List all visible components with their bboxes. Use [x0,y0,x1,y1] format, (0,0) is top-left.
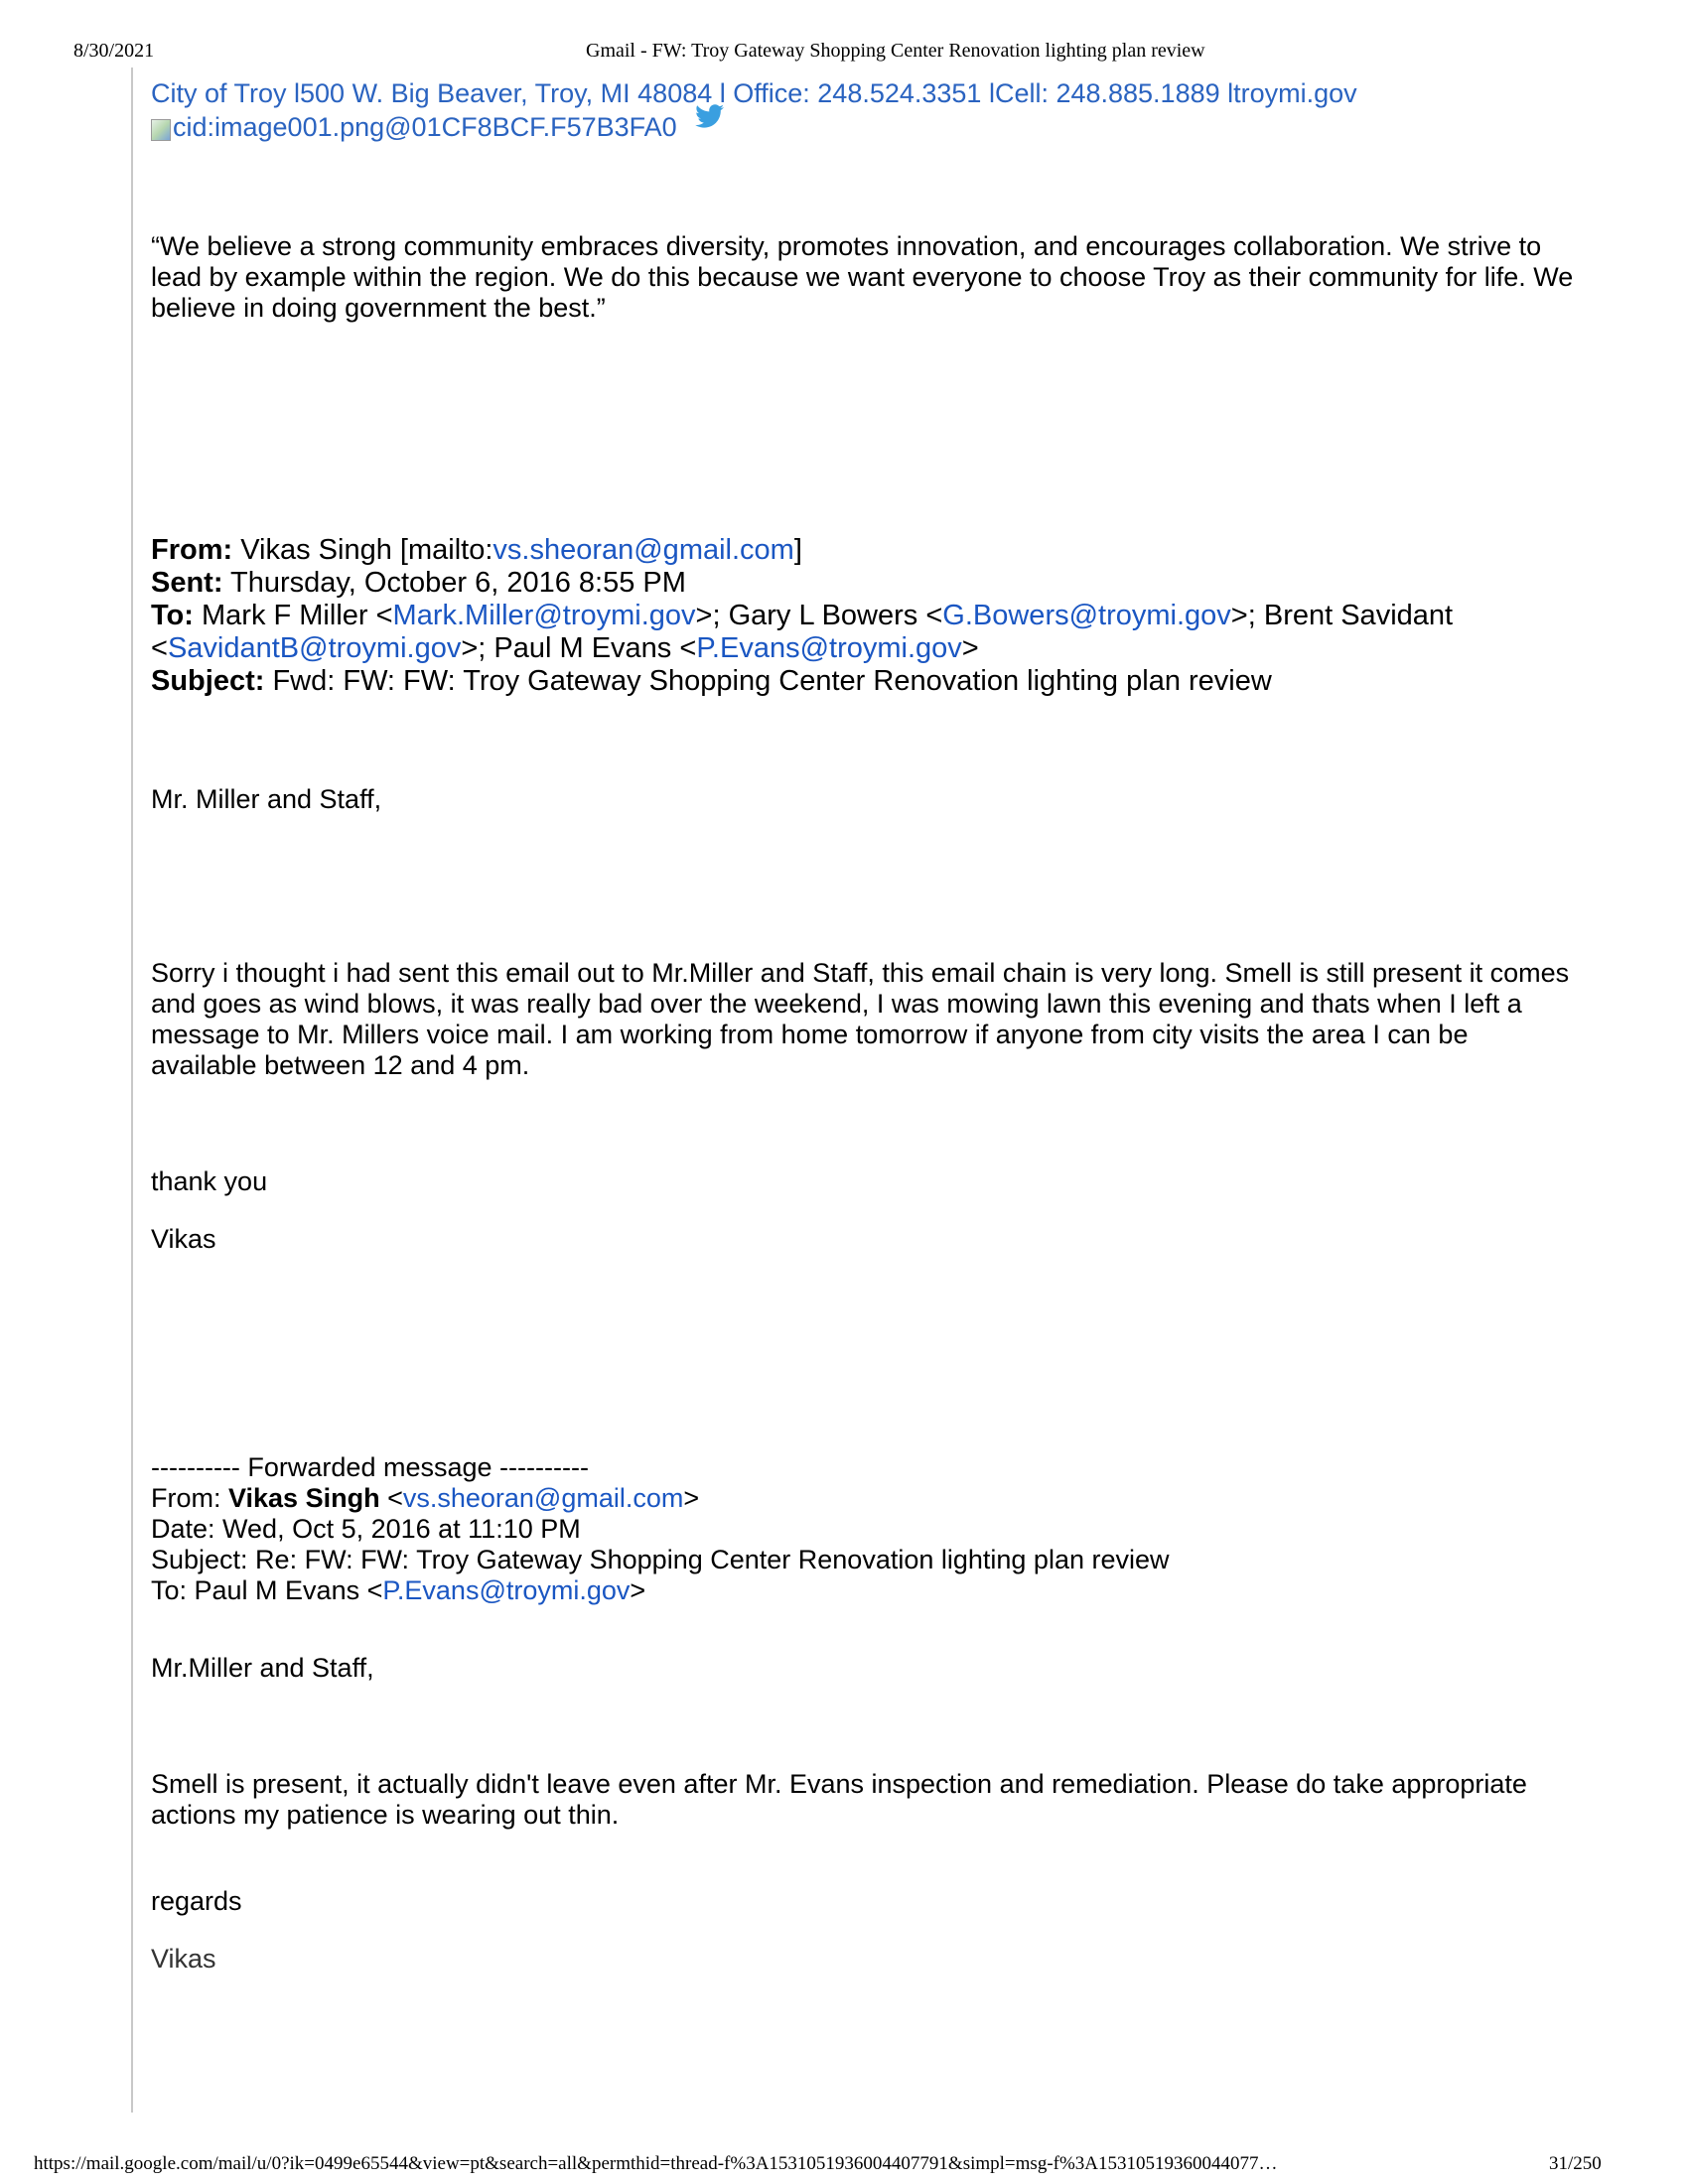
forward-from: From: Vikas Singh <vs.sheoran@gmail.com> [151,1483,700,1513]
from-email-link[interactable]: vs.sheoran@gmail.com [492,534,794,566]
message2-greeting: Mr.Miller and Staff, [151,1653,374,1683]
forward-date: Date: Wed, Oct 5, 2016 at 11:10 PM [151,1514,581,1544]
print-date: 8/30/2021 [73,40,155,62]
print-footer-url: https://mail.google.com/mail/u/0?ik=0499e65544&view=pt&search=all&permthid=thread-f%3A1531051936004407791&simpl=msg-f%3A15310519360044077… [34,2153,1278,2174]
header-to: To: Mark F Miller <Mark.Miller@troymi.gov>; Gary L Bowers <G.Bowers@troymi.gov>; Brent Savidant <SavidantB@troymi.gov>; Paul M Evans <P.Evans@troymi.gov> [151,600,1454,664]
signature-image-alt[interactable]: cid:image001.png@01CF8BCF.F57B3FA0 [173,112,677,142]
forward-subject: Subject: Re: FW: FW: Troy Gateway Shopping Center Renovation lighting plan review [151,1545,1170,1574]
forwarded-header [151,534,1581,698]
to-email-link-savidant[interactable]: SavidantB@troymi.gov [167,632,462,664]
message1-body: Sorry i thought i had sent this email out to Mr.Miller and Staff, this email chain is very long. Smell is still present it comes and goes as wind blows, it was really bad over the weekend, I was mowing lawn this evening and thats when I left a message to Mr. Millers voice mail. I am working from home tomorrow if anyone from city visits the area I can be available between 12 and 4 pm. [151,958,1570,1080]
message2-body: Smell is present, it actually didn't leave even after Mr. Evans inspection and remediation. Please do take appropriate actions my patience is wearing out thin. [151,1769,1527,1830]
print-title: Gmail - FW: Troy Gateway Shopping Center Renovation lighting plan review [586,40,1205,62]
signature-line[interactable]: City of Troy l500 W. Big Beaver, Troy, MI 48084 l Office: 248.524.3351 lCell: 248.885.1889 ltroymi.gov [151,78,1357,108]
mission-quote: “We believe a strong community embraces diversity, promotes innovation, and encourages collaboration. We strive to lead by example within the region. We do this because we want everyone to choose Troy as their community for life. We believe in doing government the best.” [151,231,1574,323]
broken-image-icon [151,119,171,141]
message2-closing: regards [151,1886,242,1916]
quote-bar [131,68,133,2113]
forwarded-message [151,1452,1581,1606]
header-subject: Subject: Fwd: FW: FW: Troy Gateway Shopping Center Renovation lighting plan review [151,665,1272,697]
header-from: From: Vikas Singh [mailto:vs.sheoran@gmail.com] [151,534,802,566]
header-sent: Sent: Thursday, October 6, 2016 8:55 PM [151,567,686,599]
message2-signature: Vikas [151,1944,216,1974]
to-email-link-evans[interactable]: P.Evans@troymi.gov [696,632,962,664]
message1-greeting: Mr. Miller and Staff, [151,784,382,814]
signature-block [151,77,1581,143]
forward-to-email-link[interactable]: P.Evans@troymi.gov [382,1575,631,1605]
forward-to: To: Paul M Evans <P.Evans@troymi.gov> [151,1575,646,1605]
message1-closing: thank you [151,1166,268,1196]
message1-signature: Vikas [151,1224,216,1254]
forward-separator: ---------- Forwarded message ---------- [151,1452,589,1482]
print-footer-page: 31/250 [1549,2153,1602,2174]
twitter-bird-icon[interactable] [695,103,725,135]
signature-image-row [151,111,1581,143]
forward-from-email-link[interactable]: vs.sheoran@gmail.com [402,1483,684,1513]
to-email-link-miller[interactable]: Mark.Miller@troymi.gov [392,600,696,631]
to-email-link-bowers[interactable]: G.Bowers@troymi.gov [942,600,1231,631]
